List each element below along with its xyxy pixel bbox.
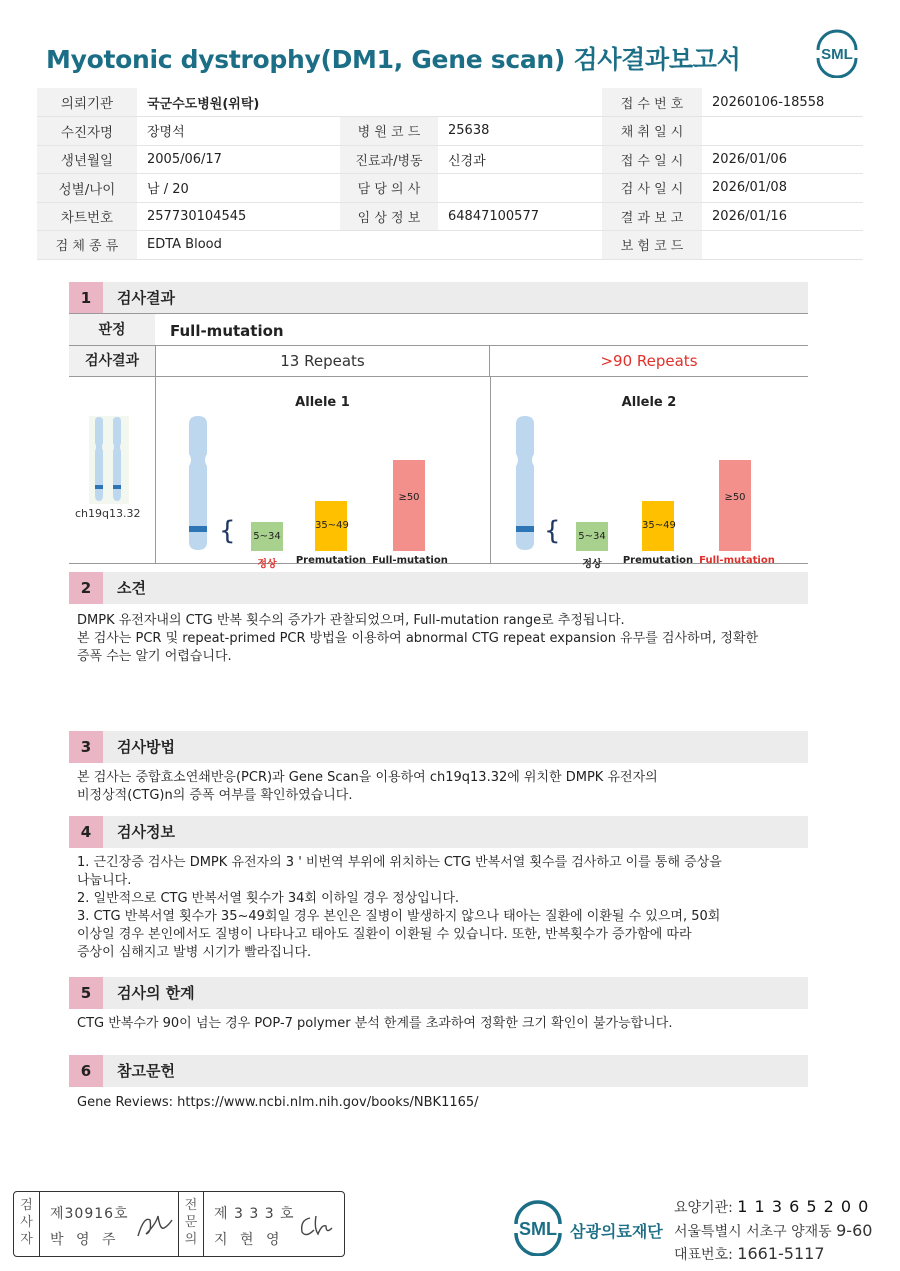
receipt-date-label: 접 수 일 시 [602,145,702,174]
section-number: 4 [69,816,103,848]
phone-value: 1661-5117 [737,1244,825,1263]
judgement-label: 판정 [69,314,155,345]
method-line: 비정상적(CTG)n의 증폭 여부를 확인하였습니다. [77,788,353,803]
result-row [69,346,808,377]
test-info-line: 3. CTG 반복서열 횟수가 35~49회일 경우 본인은 질병이 발생하지 않으나 태아는 질환에 이환될 수 있으며, 50회 [77,909,721,924]
sex-age-label: 성별/나이 [37,174,137,203]
section-header-result [69,282,808,314]
allele2-repeats: >90 Repeats [600,352,698,370]
section-number: 3 [69,731,103,763]
section-title: 검사정보 [117,823,175,841]
report-date-label: 결 과 보 고 [602,202,702,231]
info-row [37,88,863,117]
allele2-chromosome-icon [512,414,538,552]
test-info-line: 이상일 경우 본인에서도 질병이 나타나고 태아도 질환이 이환될 수 있습니다. 또한, 반복횟수가 증가함에 따라 [77,927,692,942]
empty-cell [438,231,602,260]
test-info-line: 나눕니다. [77,873,132,888]
receipt-no-label: 접 수 번 호 [602,88,702,117]
test-info-text [77,854,807,962]
section-number: 5 [69,977,103,1009]
section-number: 6 [69,1055,103,1087]
dept-value: 신경과 [438,145,602,174]
method-text [77,769,807,805]
address-line [674,1221,872,1241]
chart-label: 차트번호 [37,202,137,231]
address-no: 9-60 [836,1221,873,1240]
section-title: 검사결과 [117,289,175,307]
judgement-row [69,313,808,346]
section-title: 소견 [117,579,146,597]
logo-text: SML [821,46,853,63]
full-mutation-range-box: ≥50 [719,460,751,551]
premutation-range-box: 35~49 [642,501,674,551]
premutation-label: Premutation [295,555,367,566]
footer-logo-text: SML [519,1219,557,1239]
report-date-value: 2026/01/16 [702,202,863,231]
hospital-code-value: 25638 [438,117,602,146]
info-row [37,202,863,231]
info-row [37,117,863,146]
specimen-label: 검 체 종 류 [37,231,137,260]
receipt-date-value: 2026/01/06 [702,145,863,174]
findings-text [77,612,807,666]
info-row [37,231,863,260]
insurance-value [702,231,863,260]
receipt-no-value: 20260106-18558 [702,88,863,117]
phone-line [674,1244,825,1264]
specialist-role-text: 전문의 [184,1198,198,1247]
examiner-role [14,1192,40,1256]
limitation-line: CTG 반복수가 90이 넘는 경우 POP-7 polymer 분석 한계를 초과하여 정확한 크기 확인이 불가능합니다. [77,1016,673,1031]
findings-line: 증폭 수는 알기 어렵습니다. [77,649,232,664]
sex-age-value: 남 / 20 [137,174,340,203]
request-org-value: 국군수도병원(위탁) [137,88,602,117]
doctor-value [438,174,602,203]
sml-footer-logo-icon [510,1200,566,1256]
insurance-label: 보 험 코 드 [602,231,702,260]
patient-label: 수진자명 [37,117,137,146]
patient-info-table [37,88,863,260]
findings-line: 본 검사는 PCR 및 repeat-primed PCR 방법을 이용하여 abnormal CTG repeat expansion 유무를 검사하며, 정확한 [77,631,759,646]
chromosome-label: ch19q13.32 [75,507,141,520]
allele1-title: Allele 1 [295,395,350,410]
sml-logo-icon [812,28,862,78]
test-date-value: 2026/01/08 [702,174,863,203]
judgement-value: Full-mutation [170,322,284,340]
result-label: 검사결과 [69,346,155,376]
collect-date-label: 채 취 일 시 [602,117,702,146]
section-title: 검사의 한계 [117,984,195,1002]
section-title: 참고문헌 [117,1062,175,1080]
dept-label: 진료과/병동 [340,145,438,174]
clinical-label: 임 상 정 보 [340,202,438,231]
test-info-line: 증상이 심해지고 발병 시기가 빨라집니다. [77,945,312,960]
info-row [37,174,863,203]
normal-range-box: 5~34 [251,522,283,551]
limitation-text [77,1015,807,1033]
allele2-panel [490,377,808,570]
hospital-code-label: 병 원 코 드 [340,117,438,146]
premutation-label: Premutation [622,555,694,566]
care-code-label: 요양기관: [674,1200,733,1216]
examiner-signature-icon [134,1210,176,1242]
request-org-label: 의뢰기관 [37,88,137,117]
brace-icon: { [544,516,561,546]
patient-value: 장명석 [137,117,340,146]
findings-line: DMPK 유전자내의 CTG 반복 횟수의 증가가 관찰되었으며, Full-mutation range로 추정됩니다. [77,613,625,628]
reference-line: Gene Reviews: https://www.ncbi.nlm.nih.gov/books/NBK1165/ [77,1095,479,1110]
normal-range-box: 5~34 [576,522,608,551]
test-info-line: 1. 근긴장증 검사는 DMPK 유전자의 3 ' 비번역 부위에 위치하는 CTG 반복서열 횟수를 검사하고 이를 통해 증상을 [77,855,722,870]
chromosome-pair-icon [87,415,131,505]
brace-icon: { [219,516,236,546]
report-title: Myotonic dystrophy(DM1, Gene scan) 검사결과보고서 [46,45,741,74]
examiner-role-text: 검사자 [20,1198,33,1247]
full-mutation-label: Full-mutation [699,555,775,566]
normal-label: 정상 [582,559,602,570]
signature-box [13,1191,345,1257]
allele1-repeats: 13 Repeats [155,346,490,377]
section-header-limitation [69,977,808,1009]
specialist-signature-icon [296,1210,338,1242]
full-mutation-label: Full-mutation [372,555,448,566]
allele2-title: Allele 2 [621,395,677,410]
examiner-name: 박 영 주 [50,1232,120,1248]
test-info-line: 2. 일반적으로 CTG 반복서열 횟수가 34회 이하일 경우 정상입니다. [77,891,460,906]
premutation-range-box: 35~49 [315,501,347,551]
clinical-value: 64847100577 [438,202,602,231]
info-row [37,145,863,174]
birth-label: 생년월일 [37,145,137,174]
reference-text [77,1094,807,1112]
allele1-chromosome-icon [185,414,211,552]
examiner-no: 제30916호 [50,1206,129,1222]
empty-cell [340,231,438,260]
specialist-role [178,1192,204,1256]
section-header-method [69,731,808,763]
allele1-panel [155,377,490,570]
section-number: 2 [69,572,103,604]
normal-label: 정상 [257,559,277,570]
diagram-row [69,377,808,570]
full-mutation-range-box: ≥50 [393,460,425,551]
care-code-line [674,1197,869,1217]
section-number: 1 [69,282,103,314]
method-line: 본 검사는 중합효소연쇄반응(PCR)과 Gene Scan을 이용하여 ch19q13.32에 위치한 DMPK 유전자의 [77,770,658,785]
specimen-value: EDTA Blood [137,231,340,260]
specialist-no: 제 3 3 3 호 [214,1206,295,1222]
address-label: 서울특별시 서초구 양재동 [674,1224,832,1240]
doctor-label: 담 당 의 사 [340,174,438,203]
org-name: 삼광의료재단 [570,1222,663,1241]
birth-value: 2005/06/17 [137,145,340,174]
section-title: 검사방법 [117,738,175,756]
phone-label: 대표번호: [674,1247,733,1263]
care-code-value: 1 1 3 6 5 2 0 0 [737,1197,870,1216]
collect-date-value [702,117,863,146]
section-header-test-info [69,816,808,848]
test-date-label: 검 사 일 시 [602,174,702,203]
section-header-reference [69,1055,808,1087]
chart-value: 257730104545 [137,202,340,231]
specialist-name: 지 현 영 [214,1232,284,1248]
section-header-findings [69,572,808,604]
